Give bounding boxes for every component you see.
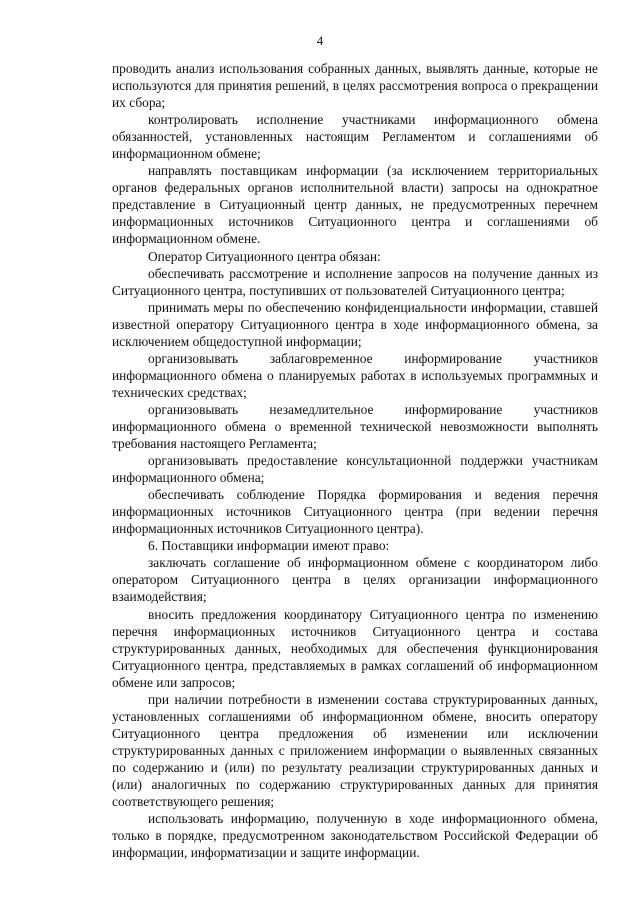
paragraph: направлять поставщикам информации (за исключением территориальных органов федеральных органов исполнительной власти) запросы на однократное представление в Ситуационный центр данных, не предусмотренных перечнем информационных источников Ситуационного центра и соглашениями об информационном обмене. [112,163,598,247]
page-number: 4 [316,33,324,48]
paragraph: обеспечивать рассмотрение и исполнение запросов на получение данных из Ситуационного центра, поступивших от пользователей Ситуационного центра; [112,265,598,298]
paragraph: использовать информацию, полученную в ходе информационного обмена, только в порядке, предусмотренном законодательством Российской Федерации об информации, информатизации и защите информации. [112,811,598,861]
section-heading: 6. Поставщики информации имеют право: [148,538,390,554]
paragraph: организовывать предоставление консультационной поддержки участникам информационного обмена; [112,453,598,486]
paragraph: принимать меры по обеспечению конфиденциальности информации, ставшей известной оператору Ситуационного центра в ходе информационного обмена, за исключением общедоступной информации; [112,299,598,349]
paragraph: вносить предложения координатору Ситуационного центра по изменению перечня информационных источников Ситуационного центра и состава структурированных данных, необходимых для обеспечения функционирования Ситуационного центра, представляемых в рамках соглашений об информационном обмене или запросов; [112,606,598,690]
document-body [112,60,598,861]
paragraph: контролировать исполнение участниками информационного обмена обязанностей, установленных настоящим Регламентом и соглашениями об информационном обмене; [112,112,598,162]
paragraph: при наличии потребности в изменении состава структурированных данных, установленных соглашениями об информационном обмене, вносить оператору Ситуационного центра предложения об изменении или исключении структурированных данных с приложением информации о выявленных связанных по содержанию и (или) по результату реализации структурированных данных и (или) аналогичных по содержанию структурированных данных для принятия соответствующего решения; [112,691,598,810]
paragraph: организовывать заблаговременное информирование участников информационного обмена о планируемых работах в используемых программных и технических средствах; [112,350,598,400]
paragraph: заключать соглашение об информационном обмене с координатором либо оператором Ситуационного центра в целях организации информационного взаимодействия; [112,555,598,605]
paragraph: организовывать незамедлительное информирование участников информационного обмена о временной технической невозможности выполнять требования настоящего Регламента; [112,401,598,452]
paragraph: проводить анализ использования собранных данных, выявлять данные, которые не используются для принятия решений, в целях рассмотрения вопроса о прекращении их сбора; [112,61,598,111]
paragraph: Оператор Ситуационного центра обязан: [148,248,381,264]
paragraph: обеспечивать соблюдение Порядка формирования и ведения перечня информационных источников Ситуационного центра (при ведении перечня информационных источников Ситуационного центра). [112,487,598,537]
